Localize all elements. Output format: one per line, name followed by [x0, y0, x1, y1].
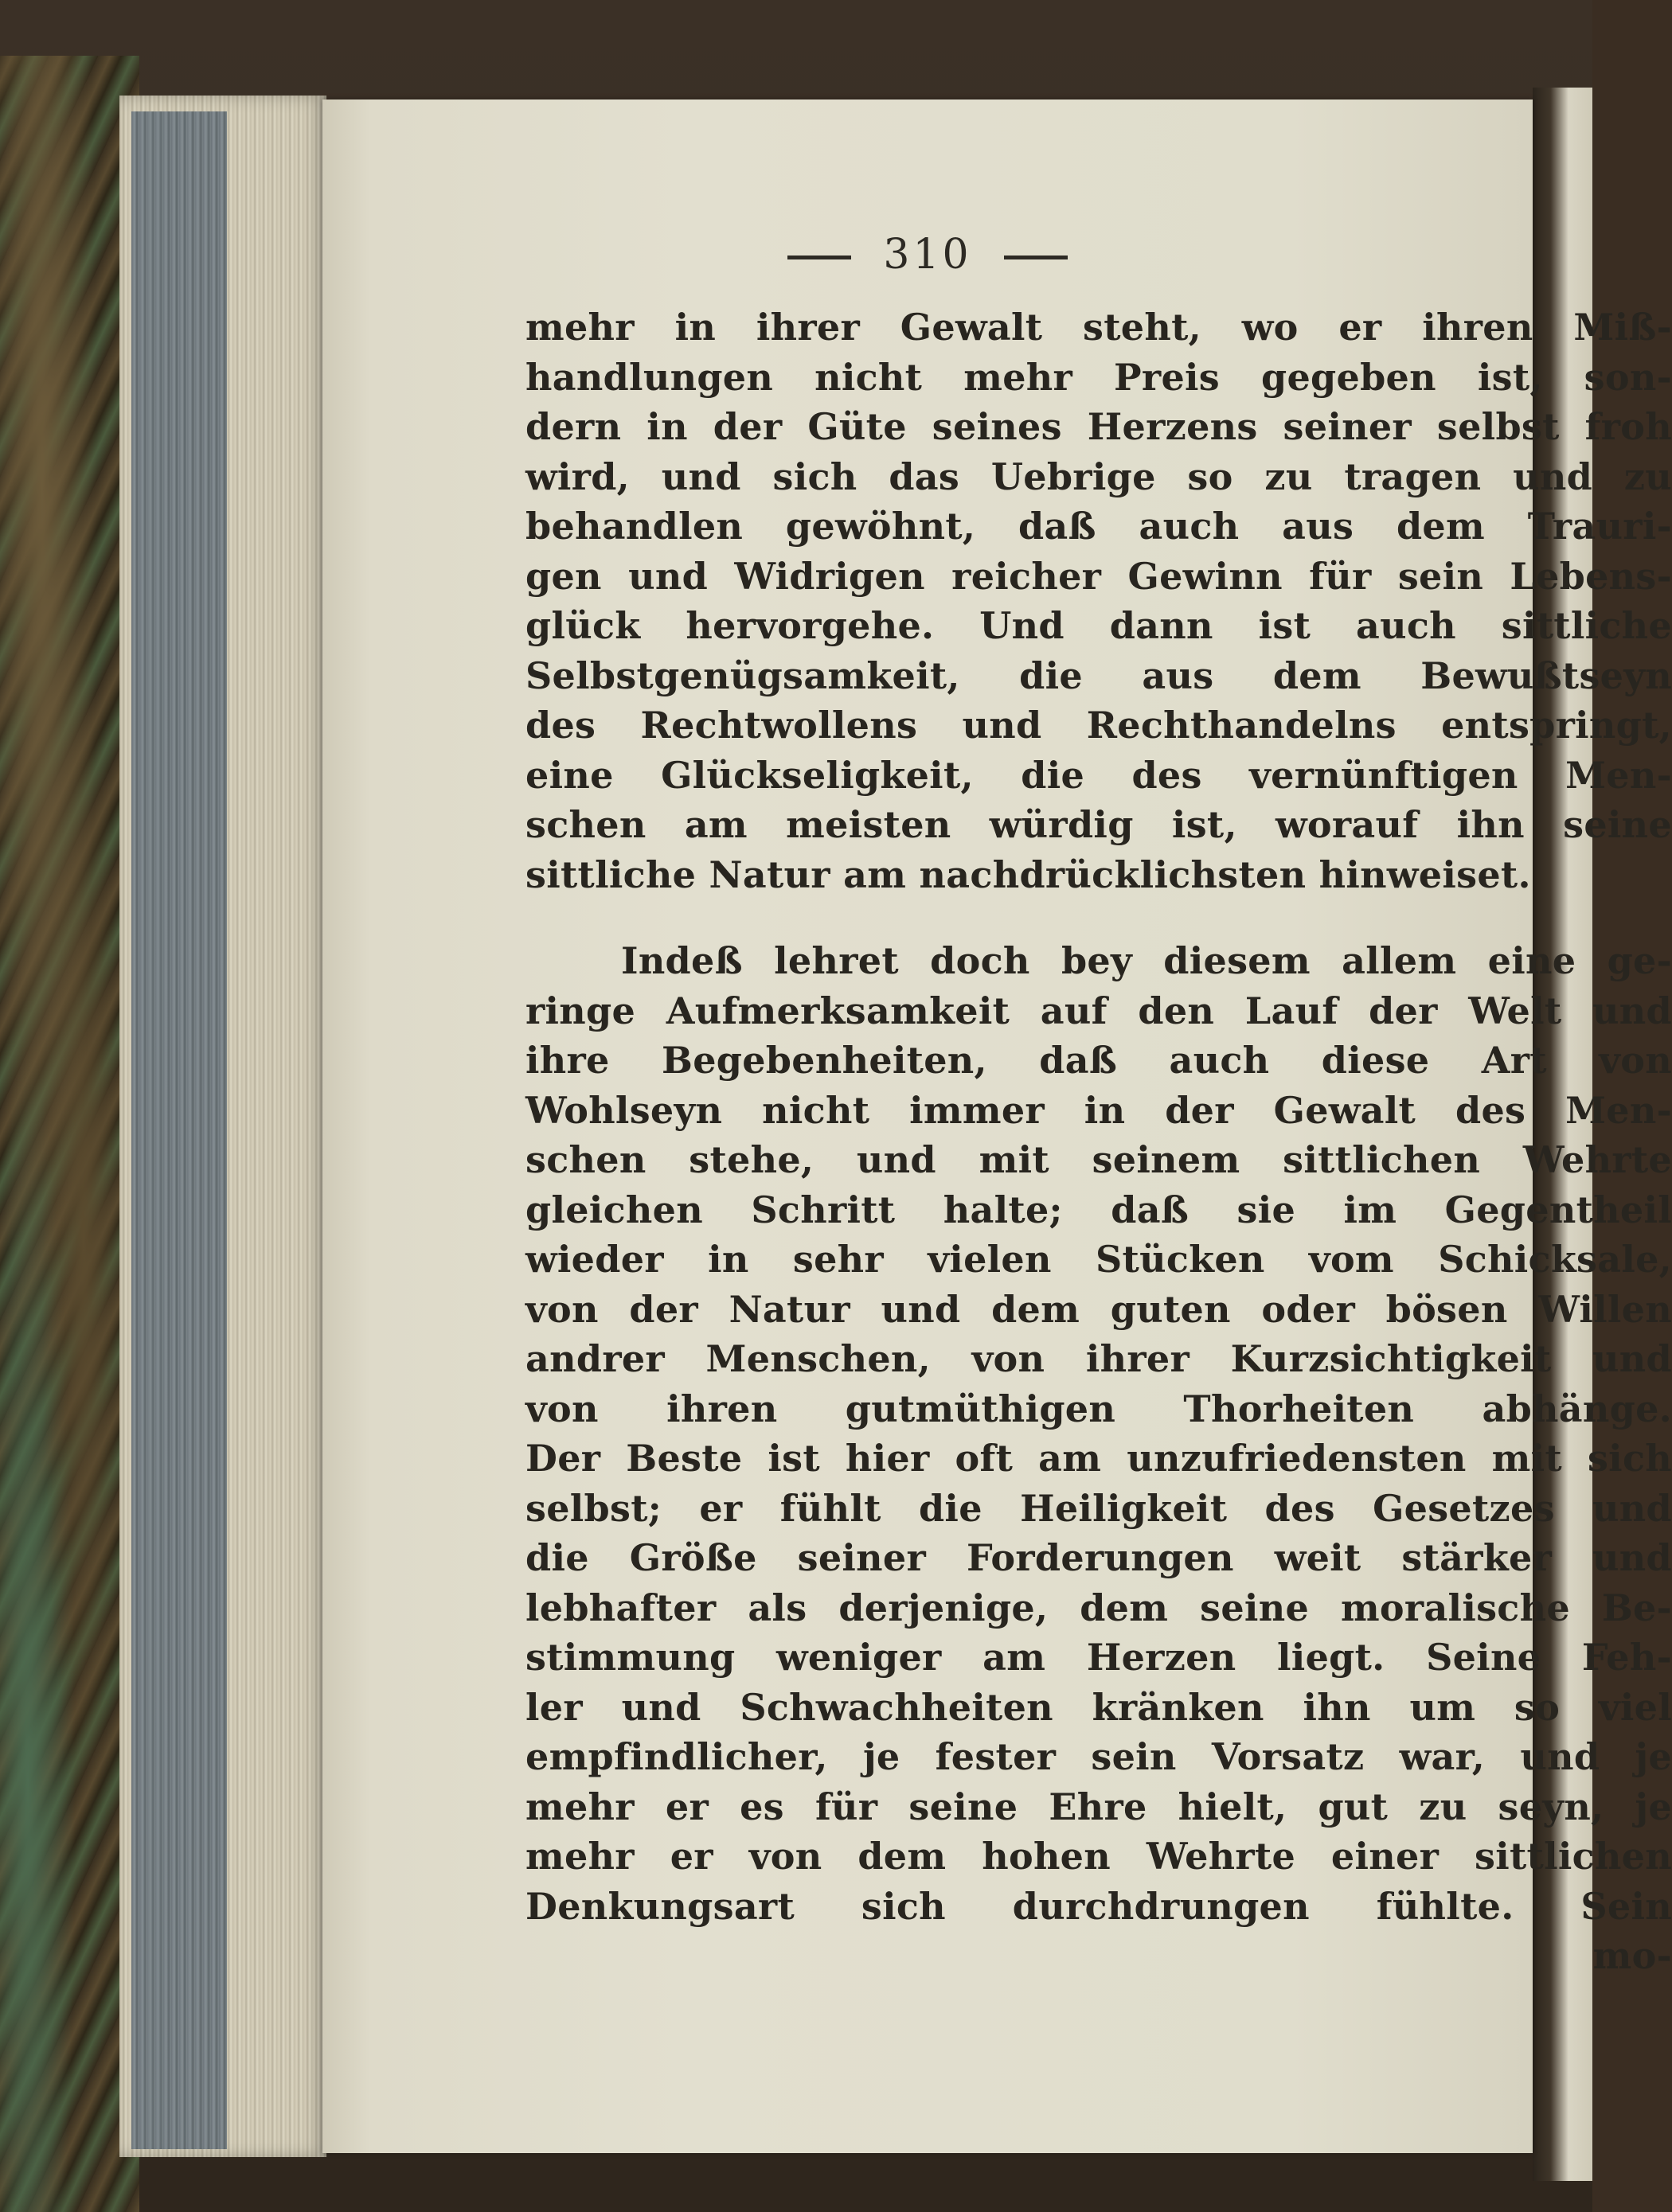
- text-line: gen und Widrigen reicher Gewinn für sein Lebens-: [525, 554, 1672, 598]
- dash-left: [787, 256, 851, 259]
- marbled-cover: [0, 56, 139, 2212]
- text-line: eine Glückseligkeit, die des vernünftigen Men-: [525, 753, 1672, 797]
- page-number: 310: [883, 231, 972, 279]
- text-line: selbst; er fühlt die Heiligkeit des Gesetzes und: [525, 1486, 1672, 1530]
- text-line: gleichen Schritt halte; daß sie im Gegentheil: [525, 1188, 1672, 1231]
- text-line: mehr in ihrer Gewalt steht, wo er ihren Miß-: [525, 306, 1672, 349]
- text-line: glück hervorgehe. Und dann ist auch sittliche: [525, 604, 1672, 647]
- text-line: Indeß lehret doch bey diesem allem eine ge-: [621, 939, 1672, 982]
- catchword: mo-: [1592, 1934, 1672, 1977]
- text-line: dern in der Güte seines Herzens seiner selbst froh: [525, 405, 1672, 448]
- text-line: stimmung weniger am Herzen liegt. Seine Feh-: [525, 1636, 1672, 1679]
- text-line: des Rechtwollens und Rechthandelns entspringt,: [525, 704, 1672, 747]
- text-line: ringe Aufmerksamkeit auf den Lauf der Welt und: [525, 989, 1672, 1032]
- text-line: Wohlseyn nicht immer in der Gewalt des Men-: [525, 1088, 1672, 1132]
- text-line: die Größe seiner Forderungen weit stärker und: [525, 1536, 1672, 1579]
- page-number-header: [322, 231, 1533, 279]
- paragraph-2: [525, 936, 1672, 1931]
- text-line: ihre Begebenheiten, daß auch diese Art von: [525, 1039, 1672, 1082]
- text-block: [525, 302, 1672, 1981]
- dash-right: [1004, 256, 1068, 259]
- text-line: mehr er es für seine Ehre hielt, gut zu seyn, je: [525, 1785, 1672, 1828]
- text-line: lebhafter als derjenige, dem seine moralische Be-: [525, 1586, 1672, 1629]
- text-line: schen am meisten würdig ist, worauf ihn seine: [525, 803, 1672, 846]
- text-line: empfindlicher, je fester sein Vorsatz war, und je: [525, 1735, 1672, 1778]
- text-line: von der Natur und dem guten oder bösen Willen: [525, 1287, 1672, 1331]
- text-line: mehr er von dem hohen Wehrte einer sittlichen: [525, 1835, 1672, 1878]
- book-page: [322, 99, 1672, 2153]
- text-line: andrer Menschen, von ihrer Kurzsichtigkeit und: [525, 1337, 1672, 1380]
- page-edges-shadow: [131, 111, 227, 2149]
- text-line: ler und Schwachheiten kränken ihn um so viel: [525, 1685, 1672, 1729]
- text-line: von ihren gutmüthigen Thorheiten abhänge.: [525, 1387, 1672, 1430]
- text-line: wird, und sich das Uebrige so zu tragen und zu: [525, 454, 1672, 498]
- text-line: sittliche Natur am nachdrücklichsten hinweiset.: [525, 852, 1531, 896]
- paragraph-gap: [525, 899, 1672, 936]
- paragraph-1: [525, 302, 1672, 899]
- text-line: wieder in sehr vielen Stücken vom Schicksale,: [525, 1238, 1672, 1281]
- text-line: Selbstgenügsamkeit, die aus dem Bewußtseyn: [525, 653, 1672, 697]
- text-line: Denkungsart sich durchdrungen fühlte. Sein: [525, 1884, 1672, 1928]
- text-line: handlungen nicht mehr Preis gegeben ist, son-: [525, 355, 1672, 399]
- text-line: schen stehe, und mit seinem sittlichen Wehrte: [525, 1138, 1672, 1181]
- text-line: behandlen gewöhnt, daß auch aus dem Trauri-: [525, 505, 1672, 548]
- text-line: Der Beste ist hier oft am unzufriedensten mit sich: [525, 1437, 1672, 1480]
